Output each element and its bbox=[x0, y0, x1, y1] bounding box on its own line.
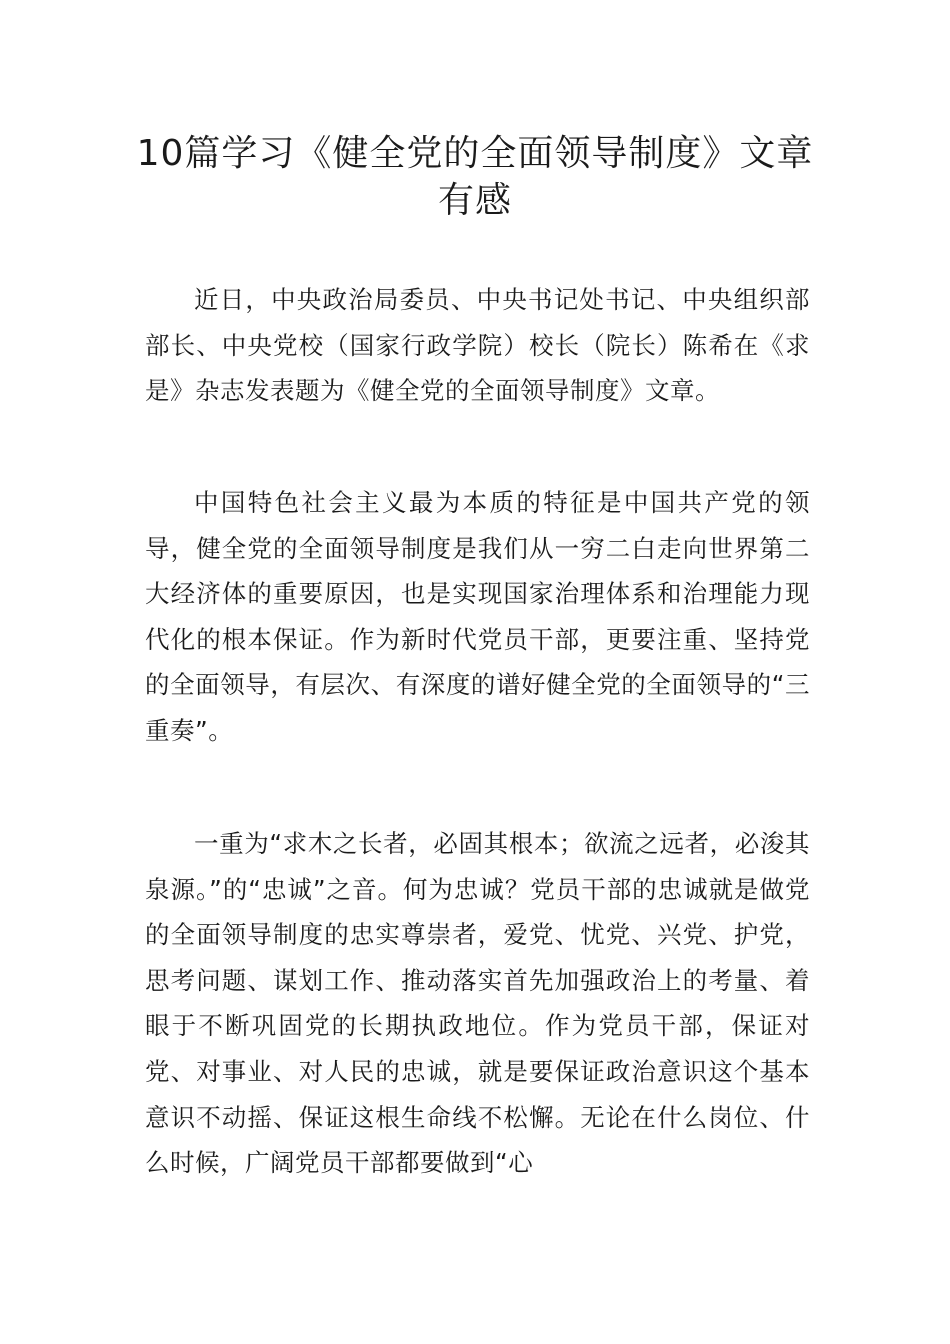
paragraph-intro: 近日，中央政治局委员、中央书记处书记、中央组织部部长、中央党校（国家行政学院）校长（院长）陈希在《求是》杂志发表题为《健全党的全面领导制度》文章。 bbox=[145, 285, 810, 406]
paragraph-loyalty: 一重为“求木之长者，必固其根本；欲流之远者，必浚其泉源。”的“忠诚”之音。何为忠诚？党员干部的忠诚就是做党的全面领导制度的忠实尊崇者，爱党、忧党、兴党、护党，思考问题、谋划工作、推动落实首先加强政治上的考量、着眼于不断巩固党的长期执政地位。作为党员干部，保证对党、对事业、对人民的忠诚，就是要保证政治意识这个基本意识不动摇、保证这根生命线不松懈。无论在什么岗位、什么时候，广阔党员干部都要做到“心 bbox=[145, 829, 810, 1178]
paragraph-essence: 中国特色社会主义最为本质的特征是中国共产党的领导，健全党的全面领导制度是我们从一穷二白走向世界第二大经济体的重要原因，也是实现国家治理体系和治理能力现代化的根本保证。作为新时代党员干部，更要注重、坚持党的全面领导，有层次、有深度的谱好健全党的全面领导的“三重奏”。 bbox=[145, 488, 810, 745]
document-title-line-1: 10篇学习《健全党的全面领导制度》文章 bbox=[136, 133, 814, 174]
document-title-line-2: 有感 bbox=[437, 180, 512, 221]
